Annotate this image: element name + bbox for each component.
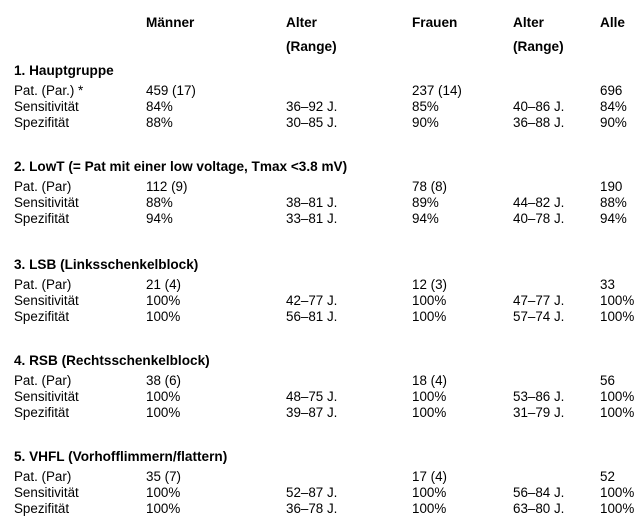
frauen-range: 47–77 J.: [513, 293, 565, 308]
alle-value: 90%: [600, 115, 627, 130]
frauen-value: 90%: [412, 115, 439, 130]
frauen-range: 40–86 J.: [513, 99, 565, 114]
frauen-range: 63–80 J.: [513, 501, 565, 516]
maenner-value: 100%: [146, 405, 181, 420]
group-title: 1. Hauptgruppe: [14, 63, 114, 78]
alle-value: 33: [600, 277, 615, 292]
alle-value: 100%: [600, 309, 635, 324]
maenner-value: 100%: [146, 501, 181, 516]
alle-value: 94%: [600, 211, 627, 226]
maenner-range: 56–81 J.: [286, 309, 338, 324]
maenner-range: 42–77 J.: [286, 293, 338, 308]
maenner-range: 36–78 J.: [286, 501, 338, 516]
row-label: Sensitivität: [14, 99, 79, 114]
alle-value: 100%: [600, 293, 635, 308]
maenner-value: 35 (7): [146, 469, 181, 484]
row-label: Sensitivität: [14, 293, 79, 308]
maenner-value: 100%: [146, 309, 181, 324]
frauen-range: 44–82 J.: [513, 195, 565, 210]
maenner-value: 84%: [146, 99, 173, 114]
row-label: Pat. (Par): [14, 469, 72, 484]
frauen-range: 40–78 J.: [513, 211, 565, 226]
maenner-range: 52–87 J.: [286, 485, 338, 500]
row-label: Spezifität: [14, 501, 70, 516]
frauen-value: 100%: [412, 405, 447, 420]
header-alter-maenner: Alter: [286, 15, 317, 30]
maenner-range: 39–87 J.: [286, 405, 338, 420]
group-title: 3. LSB (Linksschenkelblock): [14, 257, 199, 272]
row-label: Sensitivität: [14, 389, 79, 404]
frauen-value: 100%: [412, 293, 447, 308]
alle-value: 696: [600, 83, 623, 98]
group-title: 4. RSB (Rechtsschenkelblock): [14, 353, 210, 368]
row-label: Pat. (Par.) *: [14, 83, 84, 98]
maenner-range: 36–92 J.: [286, 99, 338, 114]
row-label: Spezifität: [14, 309, 70, 324]
maenner-value: 100%: [146, 293, 181, 308]
frauen-value: 237 (14): [412, 83, 462, 98]
maenner-range: 38–81 J.: [286, 195, 338, 210]
header-frauen: Frauen: [412, 15, 458, 30]
alle-value: 56: [600, 373, 615, 388]
maenner-value: 21 (4): [146, 277, 181, 292]
maenner-value: 112 (9): [146, 179, 188, 194]
frauen-value: 89%: [412, 195, 439, 210]
alle-value: 100%: [600, 501, 635, 516]
frauen-value: 100%: [412, 501, 447, 516]
frauen-value: 100%: [412, 389, 447, 404]
frauen-value: 100%: [412, 309, 447, 324]
header-alter-frauen: Alter: [513, 15, 544, 30]
alle-value: 52: [600, 469, 615, 484]
maenner-value: 94%: [146, 211, 173, 226]
frauen-value: 12 (3): [412, 277, 447, 292]
maenner-range: 48–75 J.: [286, 389, 338, 404]
maenner-value: 88%: [146, 115, 173, 130]
alle-value: 100%: [600, 485, 635, 500]
frauen-range: 36–88 J.: [513, 115, 565, 130]
header-alle: Alle: [600, 15, 625, 30]
frauen-value: 85%: [412, 99, 439, 114]
row-label: Sensitivität: [14, 195, 79, 210]
row-label: Spezifität: [14, 405, 70, 420]
maenner-range: 33–81 J.: [286, 211, 338, 226]
alle-value: 190: [600, 179, 623, 194]
alle-value: 100%: [600, 389, 635, 404]
group-title: 2. LowT (= Pat mit einer low voltage, Tmax <3.8 mV): [14, 159, 348, 174]
maenner-value: 459 (17): [146, 83, 196, 98]
frauen-range: 57–74 J.: [513, 309, 565, 324]
frauen-value: 94%: [412, 211, 439, 226]
frauen-range: 31–79 J.: [513, 405, 565, 420]
row-label: Pat. (Par): [14, 277, 72, 292]
maenner-value: 88%: [146, 195, 173, 210]
row-label: Sensitivität: [14, 485, 79, 500]
frauen-range: 53–86 J.: [513, 389, 565, 404]
alle-value: 84%: [600, 99, 627, 114]
alle-value: 88%: [600, 195, 627, 210]
frauen-value: 17 (4): [412, 469, 447, 484]
row-label: Pat. (Par): [14, 373, 72, 388]
row-label: Spezifität: [14, 115, 70, 130]
frauen-range: 56–84 J.: [513, 485, 565, 500]
header-range-frauen: (Range): [513, 39, 564, 54]
row-label: Spezifität: [14, 211, 70, 226]
header-range-maenner: (Range): [286, 39, 337, 54]
maenner-range: 30–85 J.: [286, 115, 338, 130]
maenner-value: 38 (6): [146, 373, 181, 388]
frauen-value: 18 (4): [412, 373, 447, 388]
frauen-value: 78 (8): [412, 179, 447, 194]
frauen-value: 100%: [412, 485, 447, 500]
alle-value: 100%: [600, 405, 635, 420]
row-label: Pat. (Par): [14, 179, 72, 194]
maenner-value: 100%: [146, 389, 181, 404]
group-title: 5. VHFL (Vorhofflimmern/flattern): [14, 449, 228, 464]
maenner-value: 100%: [146, 485, 181, 500]
header-maenner: Männer: [146, 15, 195, 30]
